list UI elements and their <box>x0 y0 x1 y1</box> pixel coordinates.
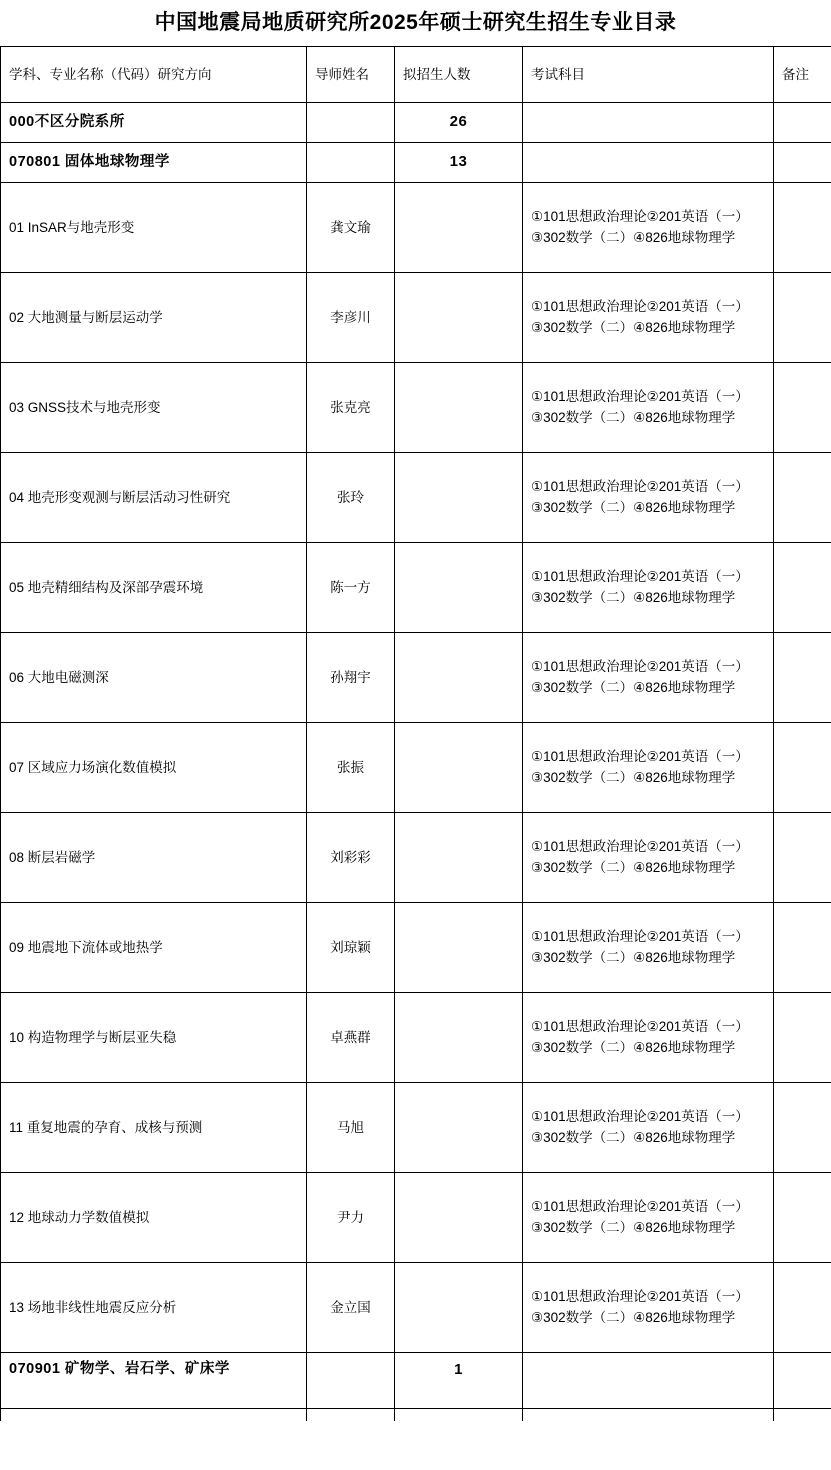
direction-adviser: 尹力 <box>307 1173 395 1263</box>
direction-adviser: 李彦川 <box>307 273 395 363</box>
direction-name: 06 大地电磁测深 <box>1 633 307 723</box>
table-row <box>1 543 831 633</box>
section-adviser <box>307 1353 395 1409</box>
table-row <box>1 1353 831 1409</box>
direction-adviser: 金立国 <box>307 1263 395 1353</box>
exam-subjects-text: ①101思想政治理论②201英语（一）③302数学（二）④826地球物理学 <box>531 1289 749 1325</box>
direction-name: 10 构造物理学与断层亚失稳 <box>1 993 307 1083</box>
section-subjects <box>523 1353 774 1409</box>
direction-subjects <box>523 1263 774 1353</box>
table-row <box>1 993 831 1083</box>
direction-subjects <box>523 273 774 363</box>
direction-quota <box>395 1173 523 1263</box>
direction-remark <box>774 993 831 1083</box>
table-row <box>1 273 831 363</box>
direction-quota <box>395 633 523 723</box>
direction-remark <box>774 903 831 993</box>
exam-subjects-text: ①101思想政治理论②201英语（一）③302数学（二）④826地球物理学 <box>531 749 749 785</box>
direction-subjects <box>523 543 774 633</box>
partial-cell-remark <box>774 1409 831 1422</box>
table-row <box>1 183 831 273</box>
table-row <box>1 363 831 453</box>
direction-quota <box>395 903 523 993</box>
direction-name: 05 地壳精细结构及深部孕震环境 <box>1 543 307 633</box>
section-name: 070801 固体地球物理学 <box>1 143 307 183</box>
direction-adviser: 孙翔宇 <box>307 633 395 723</box>
direction-name: 04 地壳形变观测与断层活动习性研究 <box>1 453 307 543</box>
direction-name: 02 大地测量与断层运动学 <box>1 273 307 363</box>
exam-subjects-text: ①101思想政治理论②201英语（一）③302数学（二）④826地球物理学 <box>531 1109 749 1145</box>
direction-remark <box>774 1173 831 1263</box>
direction-quota <box>395 723 523 813</box>
exam-subjects-text: ①101思想政治理论②201英语（一）③302数学（二）④826地球物理学 <box>531 659 749 695</box>
direction-remark <box>774 1083 831 1173</box>
exam-subjects-text: ①101思想政治理论②201英语（一）③302数学（二）④826地球物理学 <box>531 299 749 335</box>
direction-adviser: 卓燕群 <box>307 993 395 1083</box>
direction-remark <box>774 183 831 273</box>
table-row <box>1 1263 831 1353</box>
direction-name: 07 区域应力场演化数值模拟 <box>1 723 307 813</box>
direction-adviser: 马旭 <box>307 1083 395 1173</box>
page-title: 中国地震局地质研究所2025年硕士研究生招生专业目录 <box>154 11 677 34</box>
table-row <box>1 453 831 543</box>
section-adviser <box>307 143 395 183</box>
column-header-remark: 备注 <box>774 47 831 103</box>
direction-subjects <box>523 453 774 543</box>
direction-adviser: 张振 <box>307 723 395 813</box>
section-remark <box>774 143 831 183</box>
direction-remark <box>774 543 831 633</box>
direction-remark <box>774 813 831 903</box>
direction-name: 11 重复地震的孕育、成核与预测 <box>1 1083 307 1173</box>
direction-remark <box>774 363 831 453</box>
direction-quota <box>395 453 523 543</box>
exam-subjects-text: ①101思想政治理论②201英语（一）③302数学（二）④826地球物理学 <box>531 839 749 875</box>
direction-remark <box>774 723 831 813</box>
direction-quota <box>395 1263 523 1353</box>
partial-cell-adviser <box>307 1409 395 1422</box>
table-body <box>1 103 831 1422</box>
exam-subjects-text: ①101思想政治理论②201英语（一）③302数学（二）④826地球物理学 <box>531 929 749 965</box>
section-quota: 1 <box>395 1353 523 1409</box>
section-name: 070901 矿物学、岩石学、矿床学 <box>1 1353 307 1409</box>
direction-quota <box>395 183 523 273</box>
direction-name: 03 GNSS技术与地壳形变 <box>1 363 307 453</box>
direction-remark <box>774 273 831 363</box>
exam-subjects-text: ①101思想政治理论②201英语（一）③302数学（二）④826地球物理学 <box>531 569 749 605</box>
direction-adviser: 刘彩彩 <box>307 813 395 903</box>
section-subjects <box>523 103 774 143</box>
direction-subjects <box>523 1083 774 1173</box>
direction-quota <box>395 1083 523 1173</box>
section-name: 000不区分院系所 <box>1 103 307 143</box>
direction-remark <box>774 1263 831 1353</box>
exam-subjects-text: ①101思想政治理论②201英语（一）③302数学（二）④826地球物理学 <box>531 1019 749 1055</box>
direction-quota <box>395 273 523 363</box>
table-row <box>1 903 831 993</box>
table-row <box>1 1083 831 1173</box>
table-row <box>1 1173 831 1263</box>
direction-subjects <box>523 813 774 903</box>
direction-adviser: 刘琼颖 <box>307 903 395 993</box>
table-row-partial <box>1 1409 831 1422</box>
section-remark <box>774 1353 831 1409</box>
direction-remark <box>774 453 831 543</box>
direction-subjects <box>523 1173 774 1263</box>
exam-subjects-text: ①101思想政治理论②201英语（一）③302数学（二）④826地球物理学 <box>531 389 749 425</box>
table-row <box>1 143 831 183</box>
direction-remark <box>774 633 831 723</box>
direction-name: 12 地球动力学数值模拟 <box>1 1173 307 1263</box>
exam-subjects-text: ①101思想政治理论②201英语（一）③302数学（二）④826地球物理学 <box>531 479 749 515</box>
section-quota: 26 <box>395 103 523 143</box>
direction-subjects <box>523 993 774 1083</box>
table-row <box>1 723 831 813</box>
direction-subjects <box>523 633 774 723</box>
exam-subjects-text: ①101思想政治理论②201英语（一）③302数学（二）④826地球物理学 <box>531 1199 749 1235</box>
partial-cell-subjects <box>523 1409 774 1422</box>
direction-name: 09 地震地下流体或地热学 <box>1 903 307 993</box>
section-quota: 13 <box>395 143 523 183</box>
partial-cell-major <box>1 1409 307 1422</box>
admission-catalog-table <box>0 46 831 1421</box>
direction-adviser: 龚文瑜 <box>307 183 395 273</box>
direction-adviser: 张玲 <box>307 453 395 543</box>
direction-subjects <box>523 183 774 273</box>
direction-subjects <box>523 723 774 813</box>
direction-name: 01 InSAR与地壳形变 <box>1 183 307 273</box>
direction-quota <box>395 363 523 453</box>
direction-quota <box>395 813 523 903</box>
table-row <box>1 633 831 723</box>
column-header-adviser: 导师姓名 <box>307 47 395 103</box>
table-row <box>1 103 831 143</box>
direction-subjects <box>523 363 774 453</box>
table-header-row <box>1 47 831 103</box>
direction-name: 13 场地非线性地震反应分析 <box>1 1263 307 1353</box>
section-remark <box>774 103 831 143</box>
exam-subjects-text: ①101思想政治理论②201英语（一）③302数学（二）④826地球物理学 <box>531 209 749 245</box>
column-header-subjects: 考试科目 <box>523 47 774 103</box>
table-header <box>1 47 831 103</box>
section-subjects <box>523 143 774 183</box>
column-header-major: 学科、专业名称（代码）研究方向 <box>1 47 307 103</box>
direction-name: 08 断层岩磁学 <box>1 813 307 903</box>
direction-subjects <box>523 903 774 993</box>
partial-cell-quota <box>395 1409 523 1422</box>
table-row <box>1 813 831 903</box>
direction-adviser: 陈一方 <box>307 543 395 633</box>
column-header-quota: 拟招生人数 <box>395 47 523 103</box>
section-adviser <box>307 103 395 143</box>
direction-quota <box>395 543 523 633</box>
direction-adviser: 张克亮 <box>307 363 395 453</box>
direction-quota <box>395 993 523 1083</box>
